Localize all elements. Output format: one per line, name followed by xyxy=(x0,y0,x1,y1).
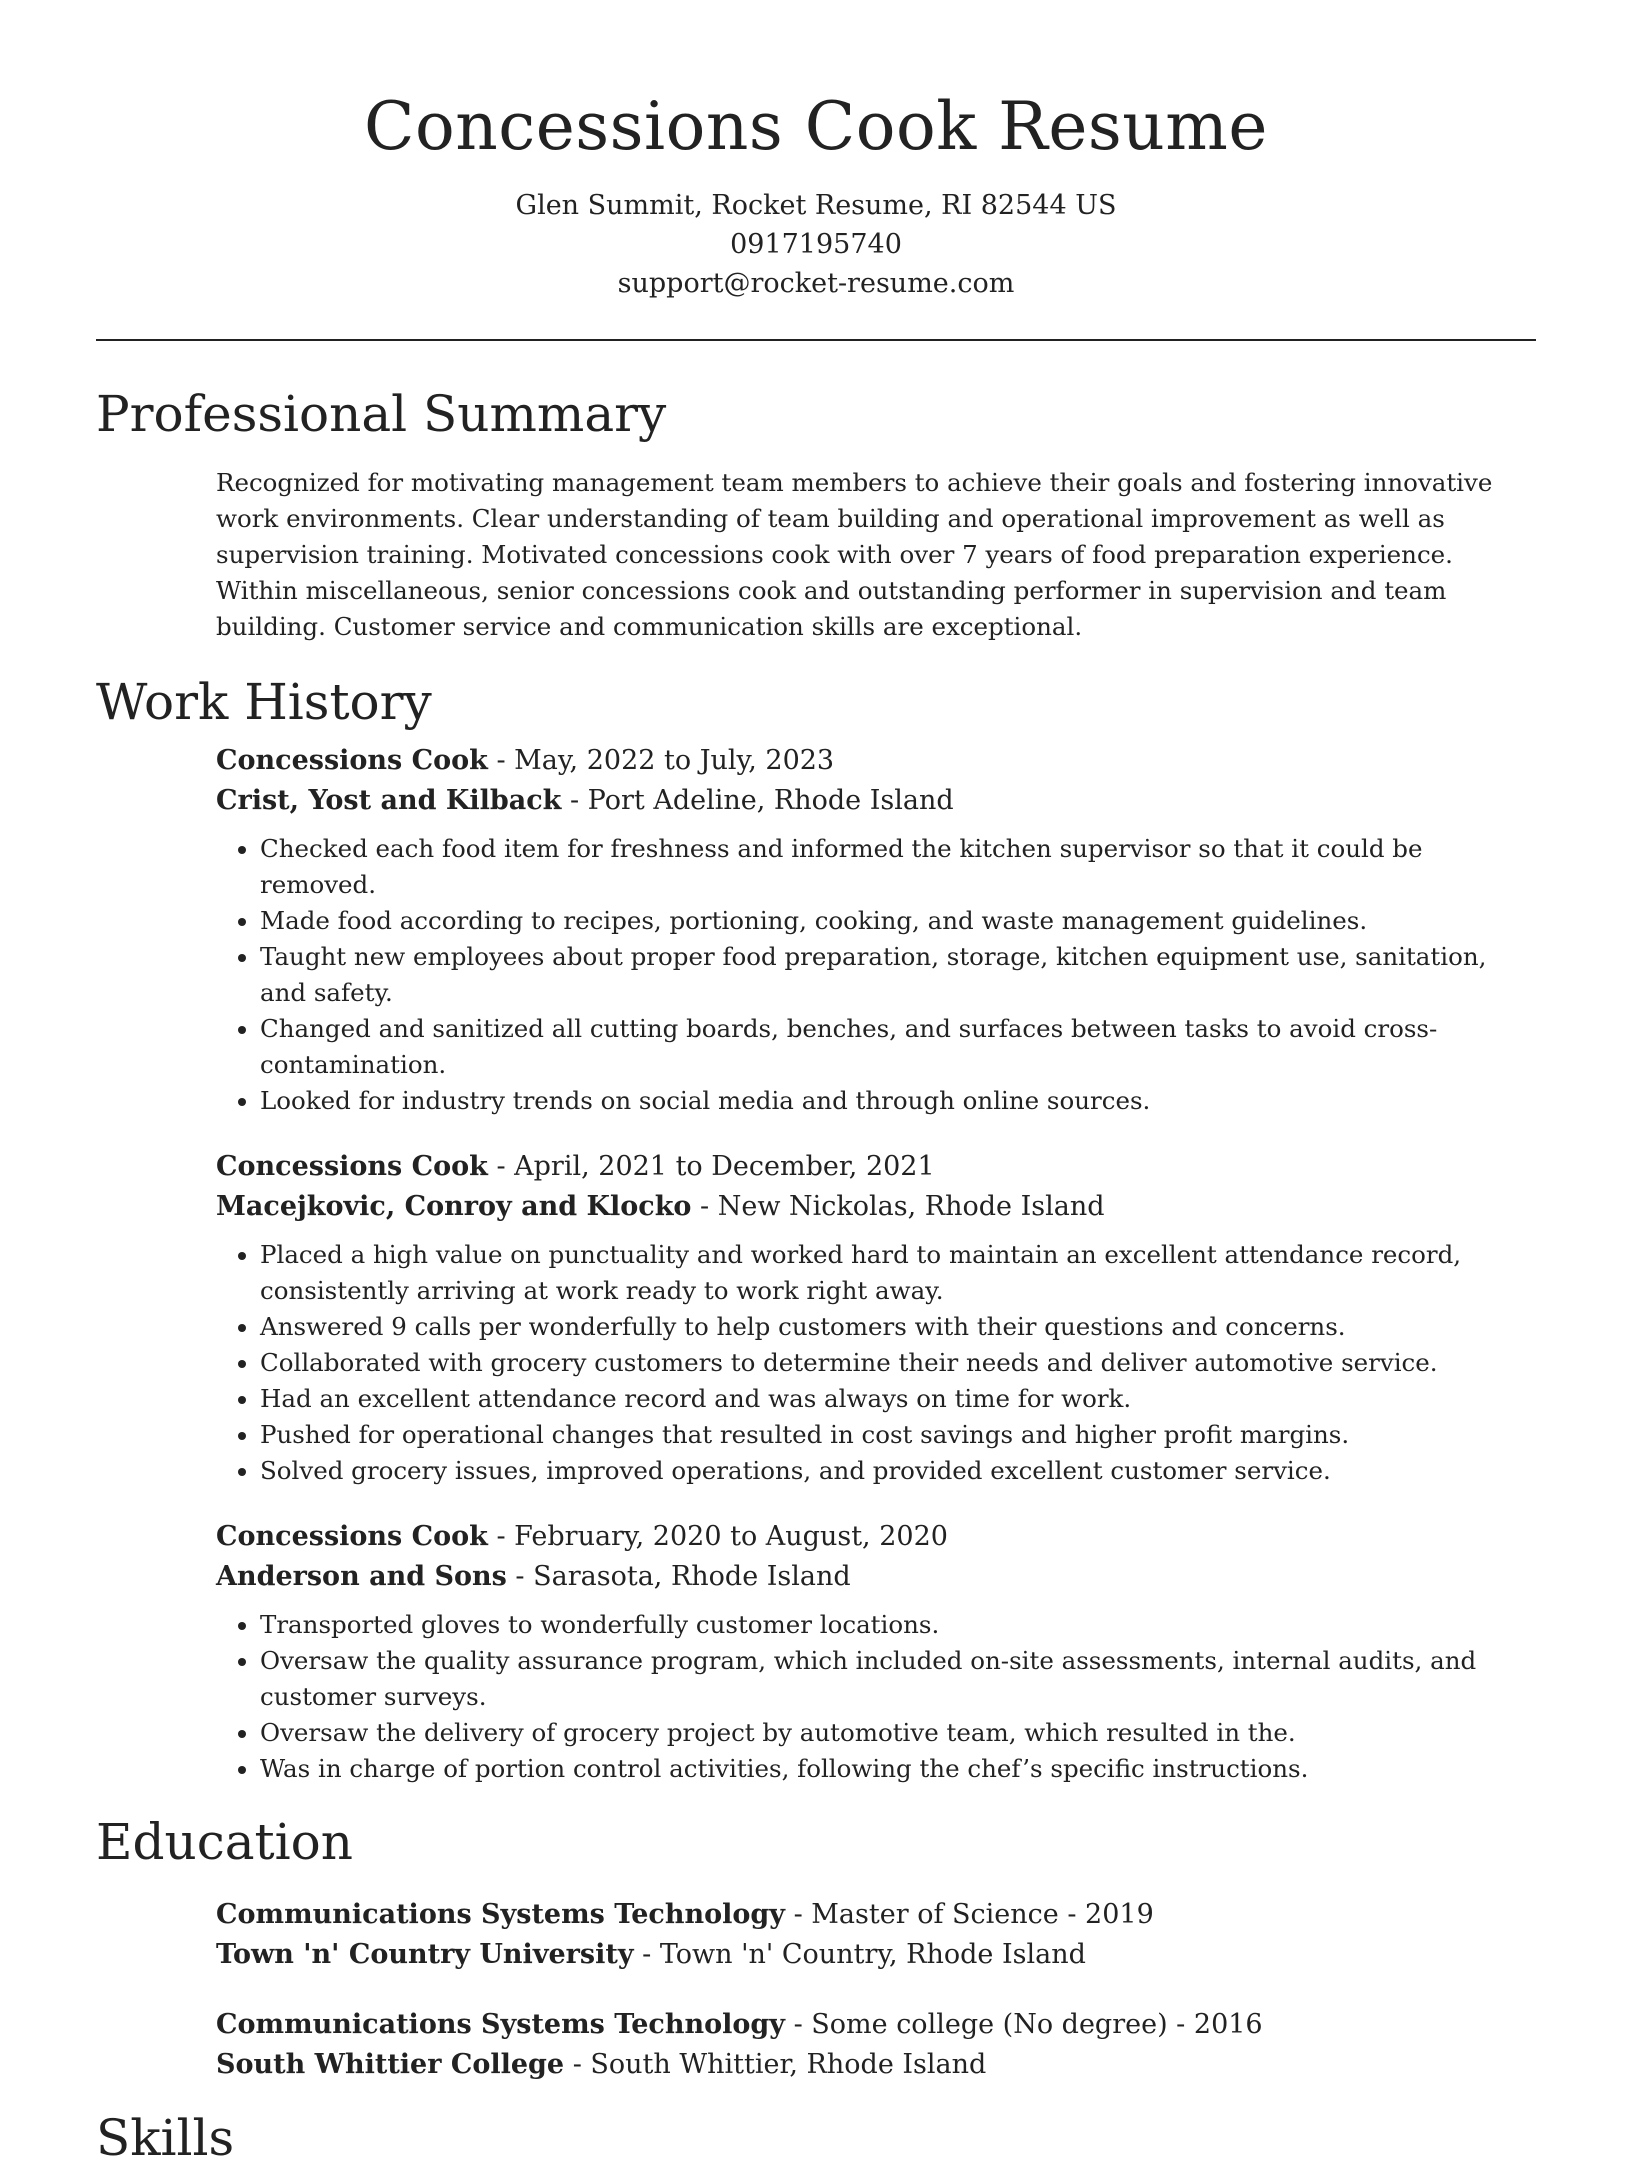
education-school: South Whittier College xyxy=(216,2049,565,2080)
summary-text: Recognized for motivating management team members to achieve their goals and fostering innovative work environments. Clear understanding of team building and operational improvement as well as supervision training. Motivated concessions cook with over 7 years of food preparation experience. Within miscellaneous, senior concessions cook and outstanding performer in supervision and team building. Customer service and communication skills are exceptional. xyxy=(216,468,1493,641)
job-title-line xyxy=(216,741,1536,781)
contact-block xyxy=(96,186,1536,303)
job-company-line xyxy=(216,1187,1536,1227)
education-school-line xyxy=(216,2045,1536,2085)
job-company: Anderson and Sons xyxy=(216,1561,507,1592)
education-degree: - Some college (No degree) - 2016 xyxy=(784,2009,1263,2040)
job-entry-1 xyxy=(216,741,1536,1119)
skills-heading: Skills xyxy=(96,2109,235,2167)
list-item: • Placed a high value on punctuality and worked hard to maintain an excellent attendance record, consistently arriving at work ready to work right away. xyxy=(260,1237,1536,1309)
job-company: Crist, Yost and Kilback xyxy=(216,785,562,816)
job-location: - Sarasota, Rhode Island xyxy=(506,1561,851,1592)
list-item: • Solved grocery issues, improved operations, and provided excellent customer service. xyxy=(260,1453,1536,1489)
list-item: • Oversaw the delivery of grocery project by automotive team, which resulted in the. xyxy=(260,1715,1536,1751)
header-divider xyxy=(96,339,1536,341)
job-location: - New Nickolas, Rhode Island xyxy=(691,1191,1105,1222)
education-school-line xyxy=(216,1935,1536,1975)
summary-heading: Professional Summary xyxy=(96,385,667,443)
resume-title: Concessions Cook Resume xyxy=(364,88,1268,165)
job-company-line xyxy=(216,1557,1536,1597)
job-bullets xyxy=(216,1237,1536,1489)
list-item: • Looked for industry trends on social media and through online sources. xyxy=(260,1083,1536,1119)
job-title: Concessions Cook xyxy=(216,1521,488,1552)
list-item: • Pushed for operational changes that resulted in cost savings and higher profit margins. xyxy=(260,1417,1536,1453)
list-item: • Changed and sanitized all cutting boards, benches, and surfaces between tasks to avoid cross-contamination. xyxy=(260,1011,1536,1083)
job-entry-2 xyxy=(216,1147,1536,1489)
job-title: Concessions Cook xyxy=(216,745,488,776)
education-degree-line xyxy=(216,2005,1536,2045)
work-history-heading: Work History xyxy=(96,673,432,731)
list-item: • Taught new employees about proper food preparation, storage, kitchen equipment use, sanitation, and safety. xyxy=(260,939,1536,1011)
education-entry-2 xyxy=(216,2005,1536,2085)
list-item: • Answered 9 calls per wonderfully to help customers with their questions and concerns. xyxy=(260,1309,1536,1345)
education-field: Communications Systems Technology xyxy=(216,2009,785,2040)
job-title: Concessions Cook xyxy=(216,1151,488,1182)
education-location: - Town 'n' Country, Rhode Island xyxy=(633,1939,1086,1970)
job-entry-3 xyxy=(216,1517,1536,1787)
job-bullets xyxy=(216,1607,1536,1787)
resume-page xyxy=(96,0,1536,2169)
list-item: • Made food according to recipes, portioning, cooking, and waste management guidelines. xyxy=(260,903,1536,939)
list-item: • Oversaw the quality assurance program, which included on-site assessments, internal audits, and customer surveys. xyxy=(260,1643,1536,1715)
job-bullets xyxy=(216,831,1536,1119)
education-degree-line xyxy=(216,1895,1536,1935)
list-item: • Checked each food item for freshness and informed the kitchen supervisor so that it could be removed. xyxy=(260,831,1536,903)
list-item: • Collaborated with grocery customers to determine their needs and deliver automotive service. xyxy=(260,1345,1536,1381)
list-item: • Had an excellent attendance record and was always on time for work. xyxy=(260,1381,1536,1417)
job-dates: - April, 2021 to December, 2021 xyxy=(487,1151,935,1182)
list-item: • Was in charge of portion control activities, following the chef’s specific instructions. xyxy=(260,1751,1536,1787)
education-school: Town 'n' Country University xyxy=(216,1939,634,1970)
job-company: Macejkovic, Conroy and Klocko xyxy=(216,1191,692,1222)
job-title-line xyxy=(216,1147,1536,1187)
contact-address: Glen Summit, Rocket Resume, RI 82544 US xyxy=(515,190,1117,221)
education-degree: - Master of Science - 2019 xyxy=(784,1899,1154,1930)
job-dates: - May, 2022 to July, 2023 xyxy=(487,745,835,776)
list-item: • Transported gloves to wonderfully customer locations. xyxy=(260,1607,1536,1643)
job-title-line xyxy=(216,1517,1536,1557)
contact-email: support@rocket-resume.com xyxy=(617,268,1015,299)
education-field: Communications Systems Technology xyxy=(216,1899,785,1930)
education-heading: Education xyxy=(96,1813,353,1871)
education-location: - South Whittier, Rhode Island xyxy=(564,2049,987,2080)
job-location: - Port Adeline, Rhode Island xyxy=(561,785,954,816)
job-company-line xyxy=(216,781,1536,821)
job-dates: - February, 2020 to August, 2020 xyxy=(487,1521,948,1552)
contact-phone: 0917195740 xyxy=(730,229,902,260)
education-entry-1 xyxy=(216,1895,1536,1975)
